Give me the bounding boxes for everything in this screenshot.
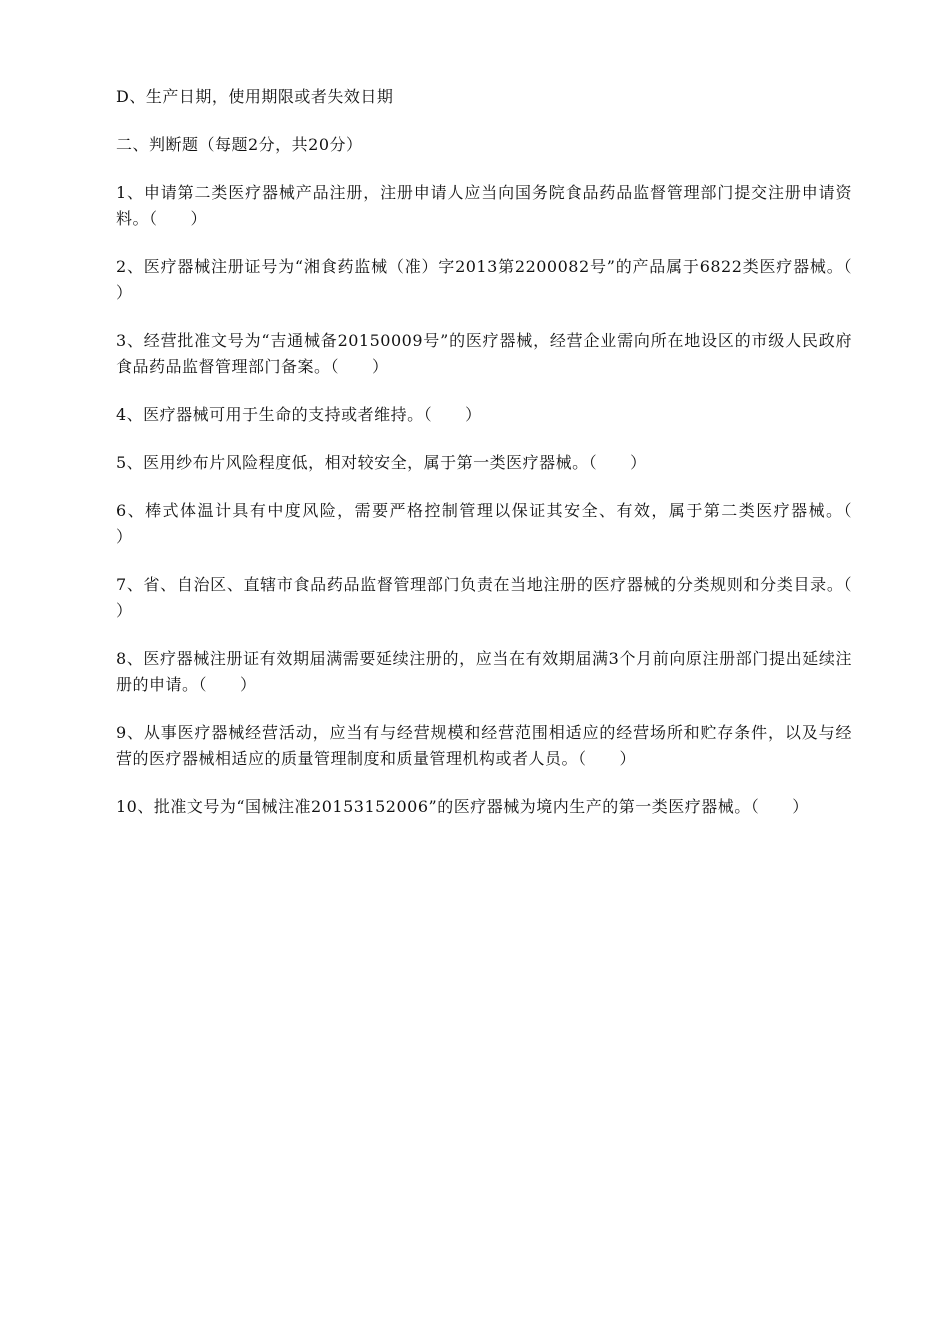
question-7: 7、省、自治区、直辖市食品药品监督管理部门负责在当地注册的医疗器械的分类规则和分类目录。（ ）: [116, 575, 886, 620]
question-9: 9、从事医疗器械经营活动，应当有与经营规模和经营范围相适应的经营场所和贮存条件，以及与经营的医疗器械相适应的质量管理制度和质量管理机构或者人员。（ ）: [116, 723, 852, 768]
question-2: 2、医疗器械注册证号为“湘食药监械（准）字2013第2200082号”的产品属于6822类医疗器械。（ ）: [116, 257, 886, 302]
question-5: 5、医用纱布片风险程度低，相对较安全，属于第一类医疗器械。（ ）: [116, 453, 647, 472]
question-3: 3、经营批准文号为“吉通械备20150009号”的医疗器械，经营企业需向所在地设区的市级人民政府食品药品监督管理部门备案。（ ）: [116, 331, 852, 376]
document-page: [116, 84, 886, 842]
question-10: 10、批准文号为“国械注准20153152006”的医疗器械为境内生产的第一类医疗器械。（ ）: [116, 797, 809, 816]
question-8: 8、医疗器械注册证有效期届满需要延续注册的，应当在有效期届满3个月前向原注册部门提出延续注册的申请。（ ）: [116, 649, 852, 694]
option-d: D、生产日期，使用期限或者失效日期: [116, 87, 394, 106]
question-6: 6、棒式体温计具有中度风险，需要严格控制管理以保证其安全、有效，属于第二类医疗器械。（ ）: [116, 501, 886, 546]
question-4: 4、医疗器械可用于生命的支持或者维持。（ ）: [116, 405, 482, 424]
question-1: 1、申请第二类医疗器械产品注册，注册申请人应当向国务院食品药品监督管理部门提交注册申请资料。（ ）: [116, 183, 852, 228]
section-title: 二、判断题（每题2分，共20分）: [116, 135, 363, 154]
